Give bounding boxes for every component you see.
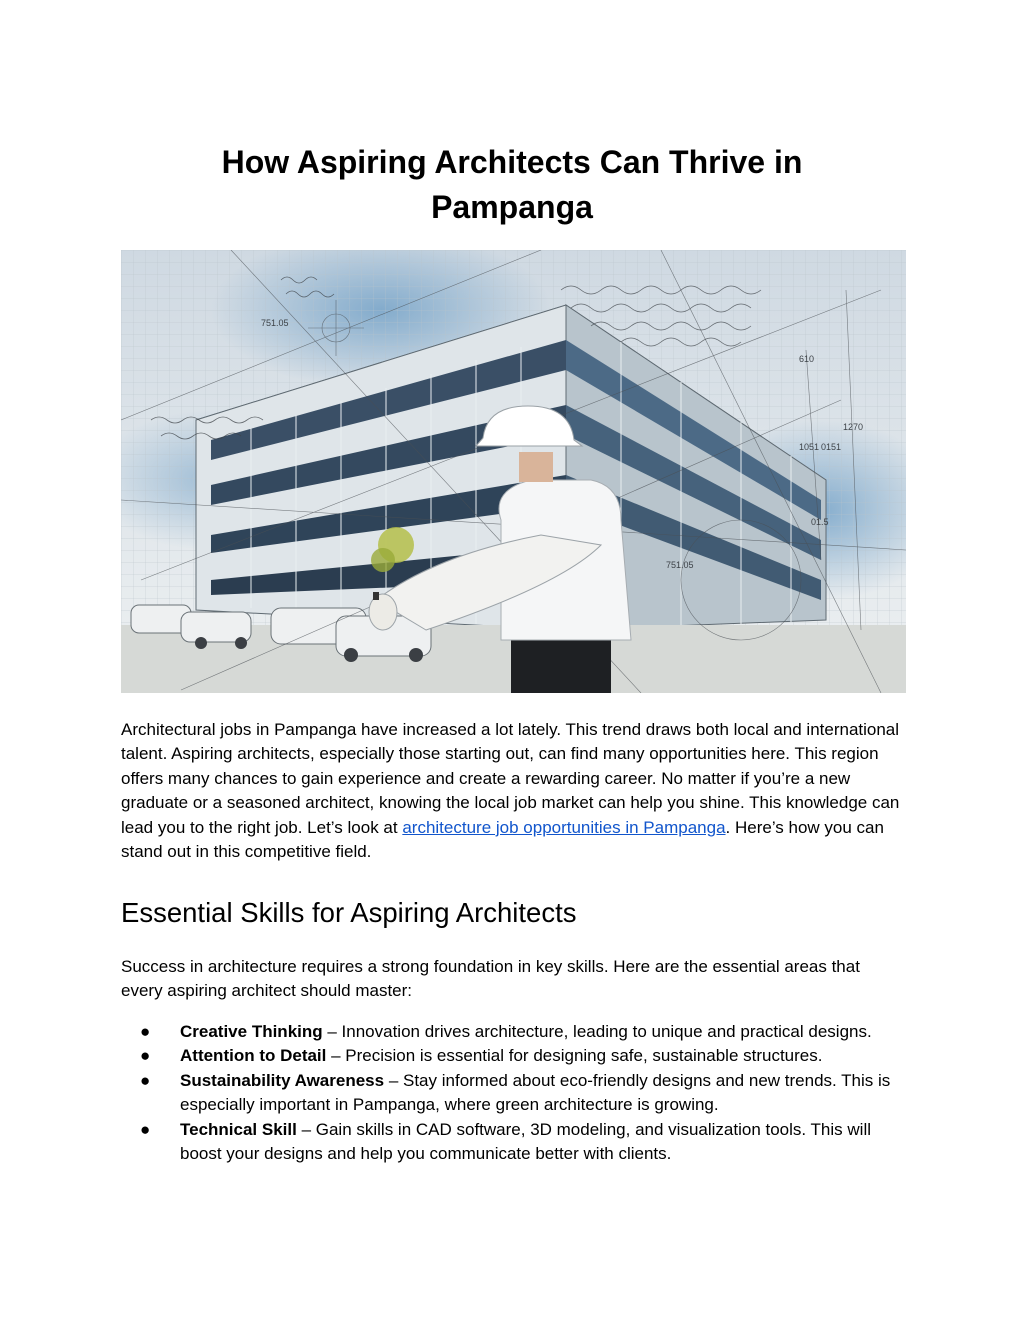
skill-description: – Gain skills in CAD software, 3D modeling, and visualization tools. This will boost your designs and help you communicate better with clients.	[180, 1119, 871, 1164]
bullet-icon: ●	[140, 1119, 151, 1139]
sketch-label: 751.05	[666, 560, 694, 570]
intro-paragraph	[121, 718, 906, 864]
bullet-icon: ●	[140, 1046, 151, 1066]
sketch-label: 1051	[799, 442, 820, 452]
sketch-label: 0151	[821, 442, 842, 452]
sketch-label: 01.5	[811, 517, 829, 527]
skill-description: – Precision is essential for designing safe, sustainable structures.	[326, 1046, 823, 1066]
skill-term: Technical Skill	[180, 1119, 297, 1139]
sketch-label: 1270	[843, 422, 864, 432]
skill-term: Creative Thinking	[180, 1022, 323, 1041]
skills-list	[121, 1020, 906, 1166]
sketch-label: 751.05	[261, 318, 289, 328]
page-title: How Aspiring Architects Can Thrive in Pampanga	[221, 144, 803, 225]
sketch-label: 610	[799, 354, 815, 364]
section-intro: Success in architecture requires a strong foundation in key skills. Here are the essential areas that every aspiring architect should master:	[121, 957, 860, 1001]
list-item	[121, 1044, 906, 1068]
skill-term: Sustainability Awareness	[180, 1070, 385, 1090]
skill-description: – Innovation drives architecture, leading to unique and practical designs.	[322, 1022, 872, 1041]
intro-text-before: Architectural jobs in Pampanga have increased a lot lately. This trend draws both local and international talent. Aspiring architects, especially those starting out, can find many opportunities here. This region offers many chances to gain experience and create a rewarding career. No matter if you’re a new graduate or a seasoned architect, knowing the local job market can help you shine. This knowledge can lead you to the right job. Let’s look at	[121, 720, 900, 837]
list-item	[121, 1020, 906, 1044]
list-item	[121, 1069, 906, 1118]
section-heading: Essential Skills for Aspiring Architects	[121, 897, 577, 928]
skill-term: Attention to Detail	[180, 1046, 327, 1066]
hero-image	[121, 250, 906, 693]
intro-text-after: . Here’s how you can stand out in this competitive field.	[121, 817, 884, 862]
bullet-icon: ●	[140, 1070, 151, 1090]
bullet-icon: ●	[140, 1022, 151, 1041]
skill-description: – Stay informed about eco-friendly designs and new trends. This is especially important in Pampanga, where green architecture is growing.	[180, 1070, 891, 1115]
list-item	[121, 1118, 906, 1167]
architecture-job-link[interactable]: architecture job opportunities in Pampanga	[402, 817, 726, 837]
